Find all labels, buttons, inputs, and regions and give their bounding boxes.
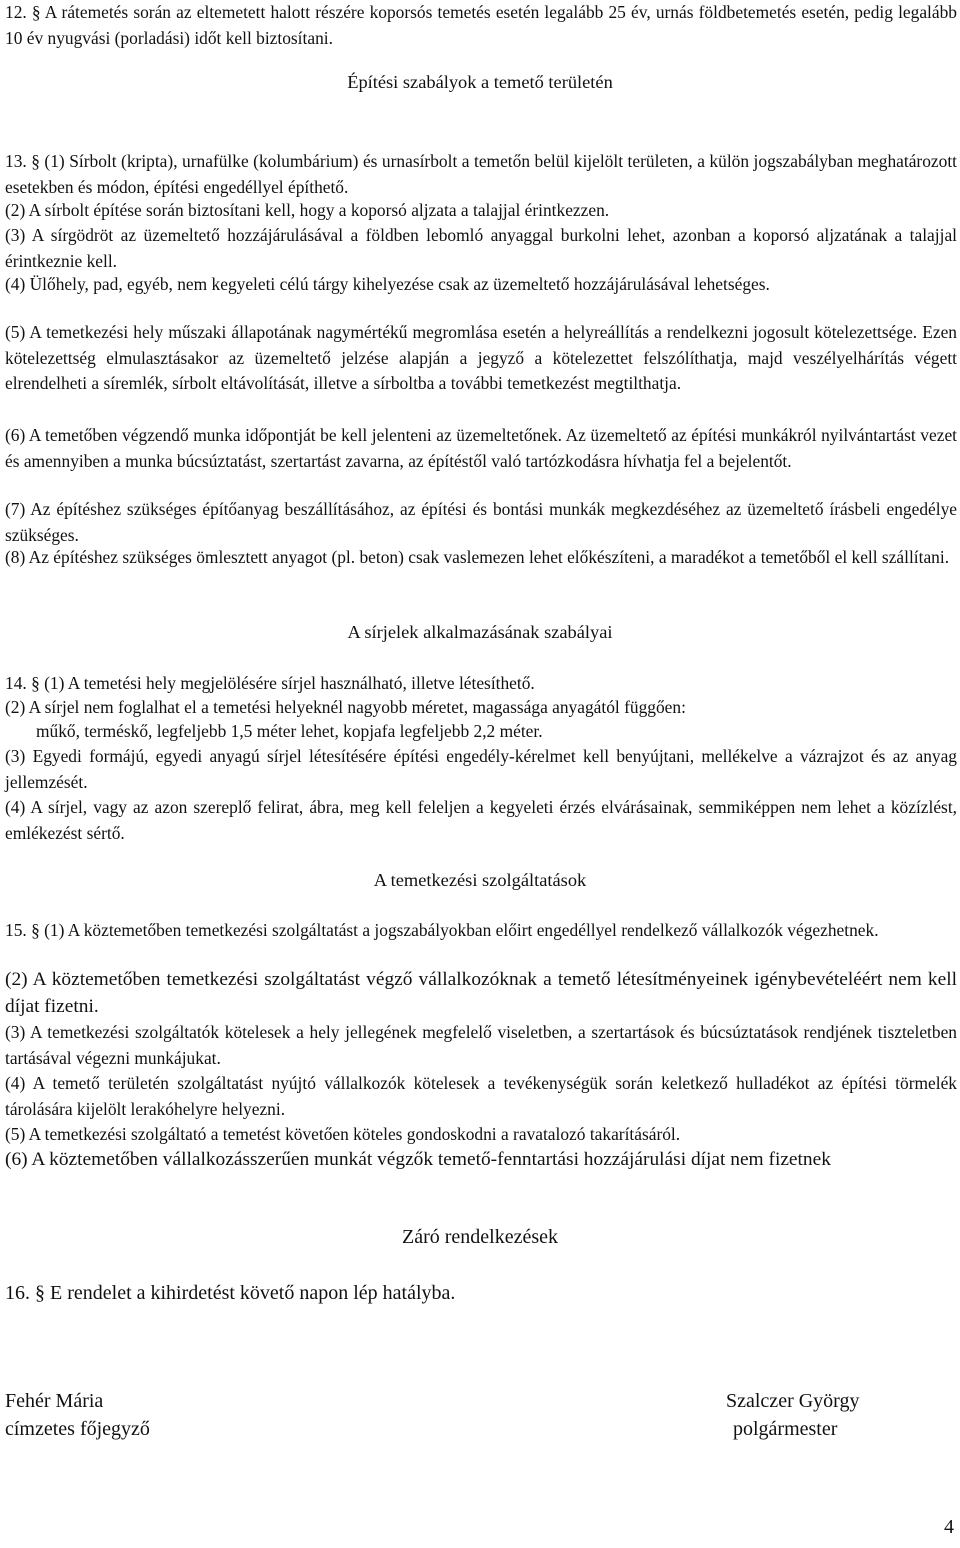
page-number: 4 [944, 1516, 954, 1538]
paragraph-13-2: (2) A sírbolt építése során biztosítani kell, hogy a koporsó aljzata a talajjal érintkezzen. [5, 200, 610, 220]
paragraph-13-7: (7) Az építéshez szükséges építőanyag beszállításához, az építési és bontási munkák megkezdéséhez az üzemeltető írásbeli engedélye szükséges. [5, 499, 957, 545]
signer-right-name: Szalczer György [726, 1390, 860, 1412]
paragraph-15-1: 15. § (1) A köztemetőben temetkezési szolgáltatást a jogszabályokban előirt engedéllyel rendelkező vállalkozók végezhetnek. [5, 920, 879, 940]
paragraph-14-4: (4) A sírjel, vagy az azon szereplő felirat, ábra, meg kell feleljen a kegyeleti érzés elvárásainak, semmiképpen nem lehet a közízlést, emlékezést sértő. [5, 797, 957, 843]
signer-right-title: polgármester [733, 1418, 838, 1440]
signer-left-name: Fehér Mária [5, 1390, 104, 1412]
heading-building-rules: Építési szabályok a temető területén [347, 72, 613, 92]
heading-funeral-services: A temetkezési szolgáltatások [373, 870, 587, 890]
paragraph-13-6: (6) A temetőben végzendő munka időpontját be kell jelenteni az üzemeltetőnek. Az üzemeltető az építési munkákról nyilvántartást vezet és amennyiben a munka búcsúztatást, szertartást zavarna, az építéstől való tartózkodásra hívhatja fel a bejelentőt. [5, 425, 957, 471]
paragraph-15-4: (4) A temető területén szolgáltatást nyújtó vállalkozók kötelesek a tevékenységük során keletkező hulladékot az építési törmelék tárolására kijelölt lerakóhelyre helyezni. [5, 1073, 957, 1119]
paragraph-13-5: (5) A temetkezési hely műszaki állapotának nagymértékű megromlása esetén a helyreállítás a rendelkezni jogosult kötelezettsége. Ezen kötelezettség elmulasztásakor az üzemeltető jelzése alapján a jegyző a kötelezettet felszólíthatja, majd veszélyelhárítás végett elrendelheti a síremlék, sírbolt eltávolítását, illetve a sírboltba a további temetkezést megtilthatja. [5, 322, 957, 393]
paragraph-15-6: (6) A köztemetőben vállalkozásszerűen munkát végzők temető-fenntartási hozzájárulási díjat nem fizetnek [5, 1149, 831, 1170]
paragraph-14-2a: (2) A sírjel nem foglalhat el a temetési helyeknél nagyobb méretet, magassága anyagától függően: [5, 697, 686, 717]
paragraph-13-3: (3) A sírgödröt az üzemeltető hozzájárulásával a földben lebomló anyaggal burkolni lehet, azonban a koporsó aljzatának a talajjal érintkeznie kell. [5, 225, 957, 271]
paragraph-13-1: 13. § (1) Sírbolt (kripta), urnafülke (kolumbárium) és urnasírbolt a temetőn belül kijelölt területen, a külön jogszabályban meghatározott esetekben és módon, építési engedéllyel építhető. [5, 151, 957, 197]
paragraph-14-3: (3) Egyedi formájú, egyedi anyagú sírjel létesítésére építési engedély-kérelmet kell benyújtani, mellékelve a vázrajzot és az anyag jellemzését. [5, 746, 957, 792]
heading-gravemarker-rules: A sírjelek alkalmazásának szabályai [347, 622, 613, 642]
paragraph-15-2: (2) A köztemetőben temetkezési szolgáltatást végző vállalkozóknak a temető létesítményeinek igénybevételéért nem kell díjat fizetni. [5, 969, 957, 1017]
paragraph-15-5: (5) A temetkezési szolgáltató a temetést követően köteles gondoskodni a ravatalozó takarításáról. [5, 1124, 681, 1144]
paragraph-15-3: (3) A temetkezési szolgáltatók kötelesek a hely jellegének megfelelő viseletben, a szertartások és búcsúztatások rendjének tiszteletben tartásával végezni munkájukat. [5, 1022, 957, 1068]
heading-closing-provisions: Záró rendelkezések [401, 1226, 558, 1248]
paragraph-14-2b: műkő, terméskő, legfeljebb 1,5 méter lehet, kopjafa legfeljebb 2,2 méter. [36, 721, 543, 741]
paragraph-13-4: (4) Ülőhely, pad, egyéb, nem kegyeleti célú tárgy kihelyezése csak az üzemeltető hozzájárulásával lehetséges. [5, 274, 770, 294]
paragraph-16: 16. § E rendelet a kihirdetést követő napon lép hatályba. [5, 1282, 456, 1304]
signer-left-title: címzetes főjegyző [5, 1418, 150, 1440]
paragraph-12: 12. § A rátemetés során az eltemetett halott részére koporsós temetés esetén legalább 25 év, urnás földbetemetés esetén, pedig legalább 10 év nyugvási (porladási) időt kell biztosítani. [5, 2, 957, 48]
paragraph-14-1: 14. § (1) A temetési hely megjelölésére sírjel használható, illetve létesíthető. [5, 673, 535, 693]
paragraph-13-8: (8) Az építéshez szükséges ömlesztett anyagot (pl. beton) csak vaslemezen lehet előkészíteni, a maradékot a temetőből el kell szállítani. [5, 547, 950, 567]
